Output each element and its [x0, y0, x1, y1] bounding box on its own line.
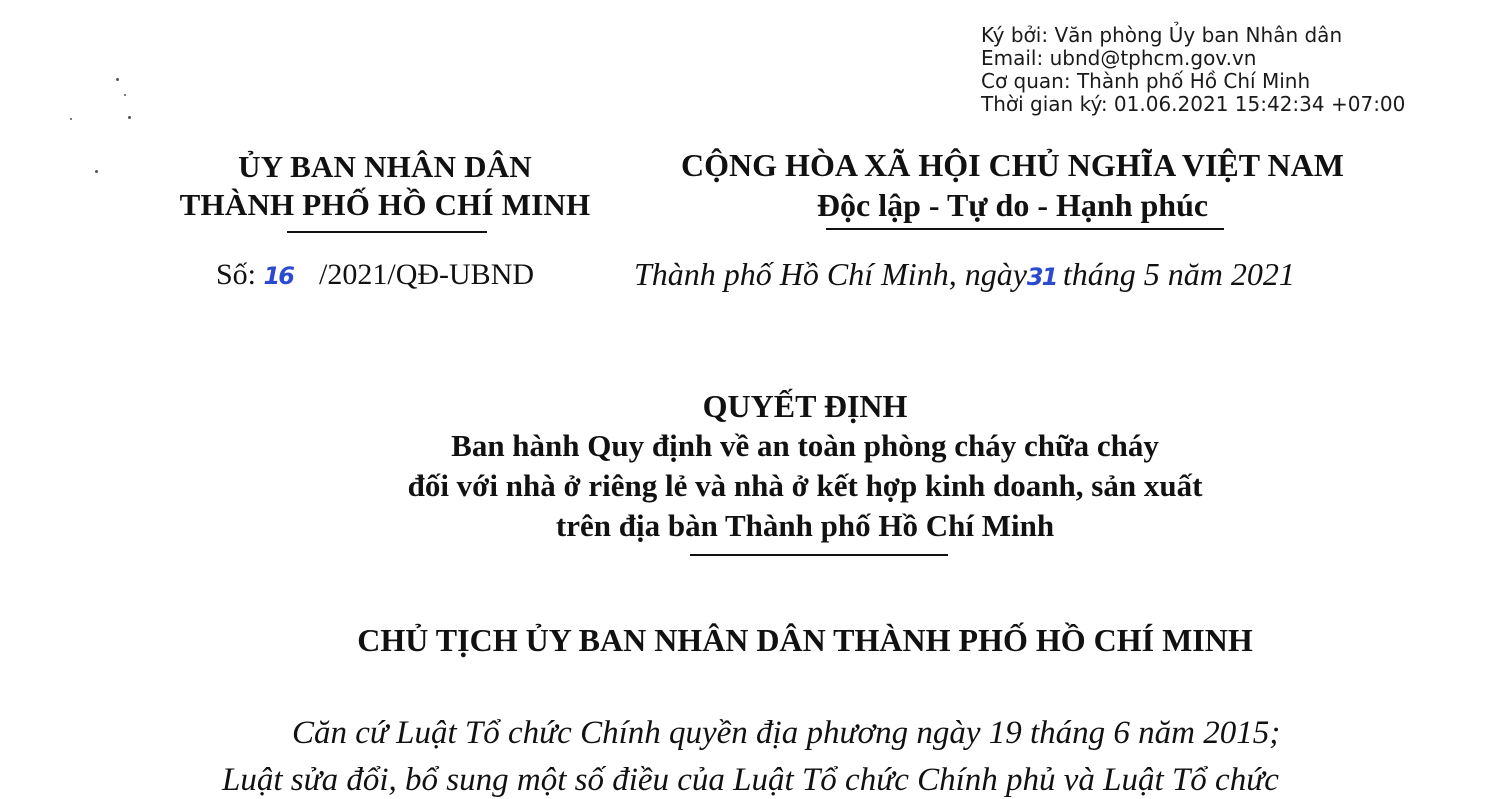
- decision-subject-line-2: đối với nhà ở riêng lẻ và nhà ở kết hợp kinh doanh, sản xuất: [407, 468, 1203, 503]
- title-underline: [690, 554, 948, 556]
- signature-time: Thời gian ký: 01.06.2021 15:42:34 +07:00: [981, 92, 1406, 116]
- decision-heading: QUYẾT ĐỊNH: [702, 388, 908, 424]
- handwritten-number: 16: [263, 262, 293, 290]
- motto-underline: [826, 228, 1224, 230]
- scan-speck: [95, 170, 98, 173]
- digital-signature-block: [981, 24, 1405, 116]
- document-number-prefix: Số:: [216, 258, 257, 291]
- date-suffix: tháng 5 năm 2021: [1062, 256, 1295, 292]
- scan-speck: [116, 78, 119, 81]
- national-line-1: CỘNG HÒA XÃ HỘI CHỦ NGHĨA VIỆT NAM: [681, 147, 1344, 183]
- scan-speck: [70, 118, 72, 120]
- issue-date: [634, 256, 1295, 293]
- signature-email: Email: ubnd@tphcm.gov.vn: [981, 46, 1257, 70]
- document-number-suffix: /2021/QĐ-UBND: [319, 258, 535, 291]
- national-motto: Độc lập - Tự do - Hạnh phúc: [816, 187, 1209, 223]
- issuer-line-1: ỦY BAN NHÂN DÂN: [238, 149, 532, 184]
- authority-heading: CHỦ TỊCH ỦY BAN NHÂN DÂN THÀNH PHỐ HỒ CHÍ MINH: [357, 622, 1253, 658]
- signature-signed-by: Ký bởi: Văn phòng Ủy ban Nhân dân: [981, 23, 1343, 47]
- body-paragraph-line-2: Luật sửa đổi, bổ sung một số điều của Luật Tổ chức Chính phủ và Luật Tổ chức: [222, 762, 1279, 798]
- issuer-heading: [140, 148, 630, 224]
- handwritten-day: 31: [1026, 263, 1057, 291]
- decision-subject-line-1: Ban hành Quy định về an toàn phòng cháy chữa cháy: [451, 428, 1159, 463]
- national-heading: [650, 145, 1375, 225]
- decision-title: [250, 386, 1360, 546]
- signature-agency: Cơ quan: Thành phố Hồ Chí Minh: [981, 69, 1311, 93]
- decision-subject-line-3: trên địa bàn Thành phố Hồ Chí Minh: [555, 508, 1055, 543]
- issuer-underline: [287, 231, 487, 233]
- body-paragraph-line-1: Căn cứ Luật Tổ chức Chính quyền địa phương ngày 19 tháng 6 năm 2015;: [292, 715, 1281, 751]
- document-number: [216, 258, 534, 292]
- scan-speck: [124, 94, 126, 96]
- scan-speck: [128, 116, 131, 119]
- issuer-line-2: THÀNH PHỐ HỒ CHÍ MINH: [179, 187, 591, 222]
- date-prefix: Thành phố Hồ Chí Minh, ngày: [634, 256, 1027, 292]
